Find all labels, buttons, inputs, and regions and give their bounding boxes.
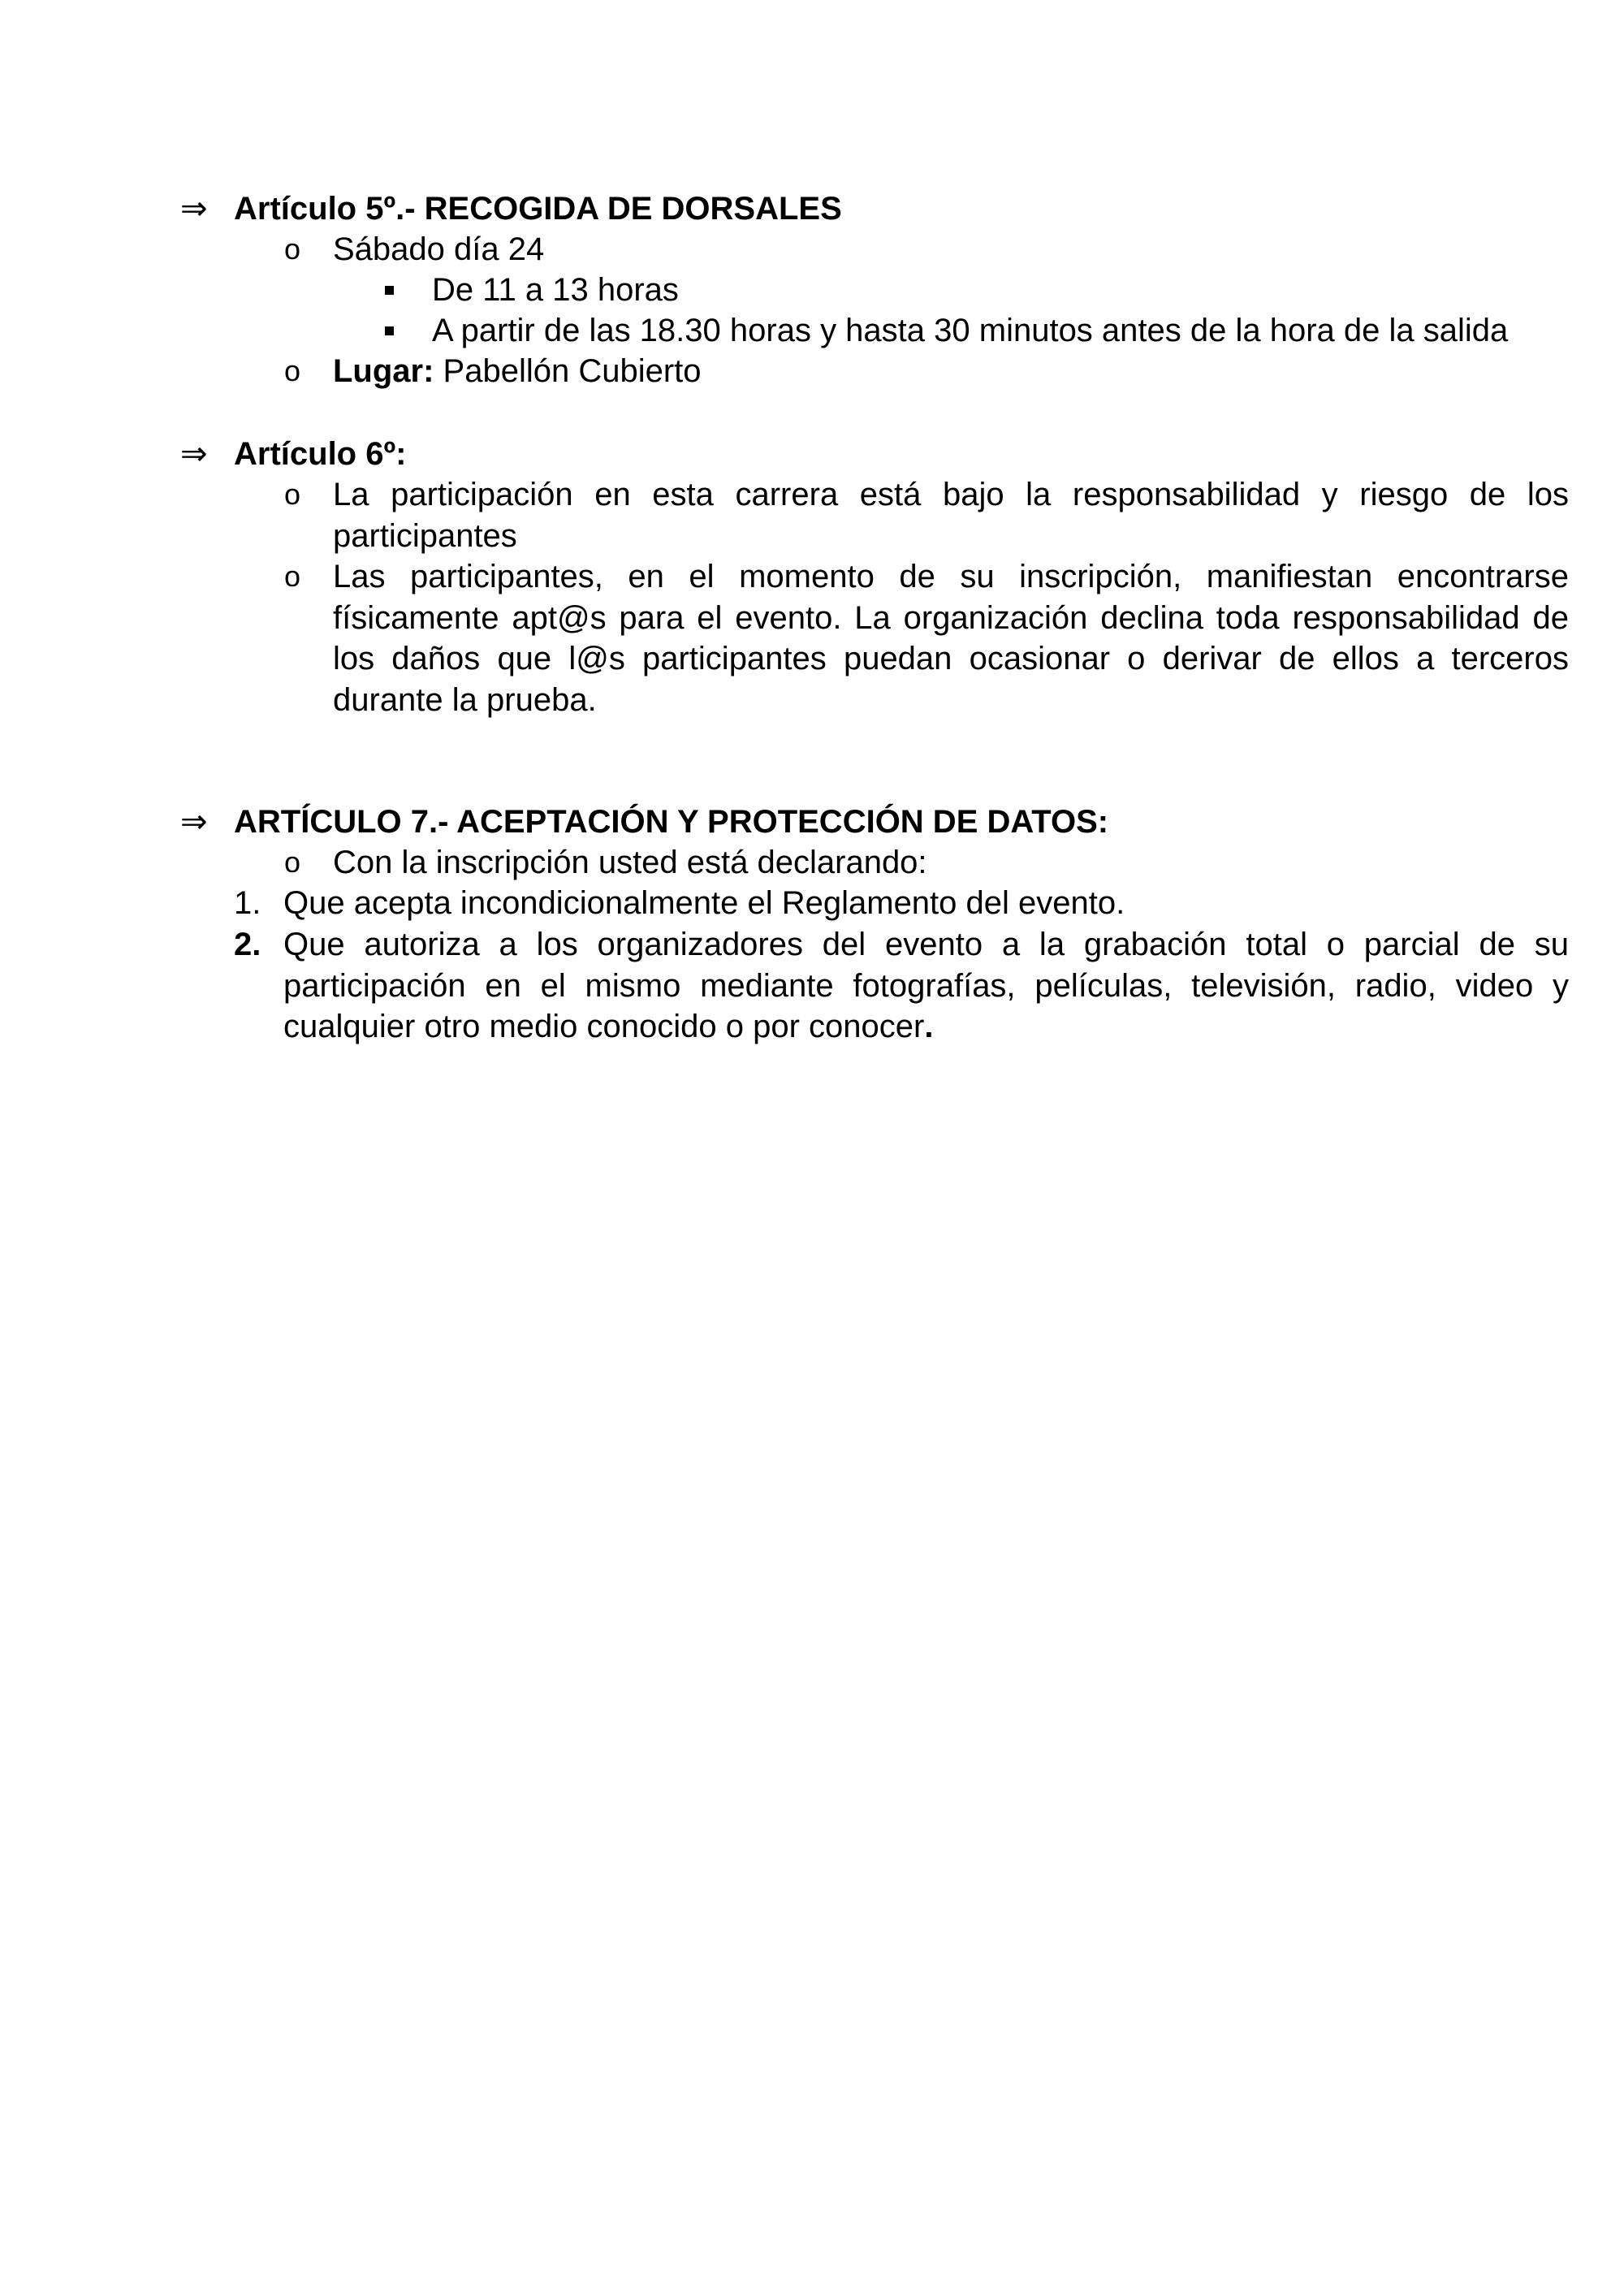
article-7-item-2-end: . [924,1009,934,1044]
place-label: Lugar: [333,353,434,389]
article-5-place [333,351,702,391]
square-bullet-icon [385,286,394,295]
article-7-intro: Con la inscripción usted está declarando: [333,845,927,880]
square-bullet-icon [385,326,394,335]
place-value: Pabellón Cubierto [434,353,702,389]
article-6-item-2: Las participantes, en el momento de su inscripción, manifiestan encontrarse físicamente apt@s para el evento. La organización declina toda responsabilidad de los daños que l@s participantes puedan ocasionar o derivar de ellos a terceros durante la prueba. [333,559,1569,718]
article-7-item-2 [283,924,1569,1048]
list-number: 1. [234,885,261,921]
article-7-item-1: Que acepta incondicionalmente el Reglamento del evento. [283,885,1125,921]
article-6-item-1: La participación en esta carrera está bajo la responsabilidad y riesgo de los participantes [333,477,1569,554]
article-5-heading: Artículo 5º.- RECOGIDA DE DORSALES [234,191,842,227]
circle-bullet-icon: o [284,560,301,593]
arrow-bullet-icon: ⇒ [180,803,208,841]
article-5-date: Sábado día 24 [333,231,545,267]
arrow-bullet-icon: ⇒ [180,190,208,227]
circle-bullet-icon: o [284,232,301,266]
circle-bullet-icon: o [284,354,301,387]
article-7-heading: ARTÍCULO 7.- ACEPTACIÓN Y PROTECCIÓN DE DATOS: [234,804,1109,840]
article-7-item-2-text: Que autoriza a los organizadores del evento a la grabación total o parcial de su participación en el mismo mediante fotografías, películas, televisión, radio, video y cualquier otro medio conocido o por conocer [283,927,1569,1044]
arrow-bullet-icon: ⇒ [180,435,208,473]
article-5-time-2: A partir de las 18.30 horas y hasta 30 minutos antes de la hora de la salida [432,313,1509,348]
circle-bullet-icon: o [284,478,301,511]
article-6-heading: Artículo 6º: [234,436,407,472]
circle-bullet-icon: o [284,845,301,879]
article-5-time-1: De 11 a 13 horas [432,272,679,308]
list-number: 2. [234,927,261,962]
